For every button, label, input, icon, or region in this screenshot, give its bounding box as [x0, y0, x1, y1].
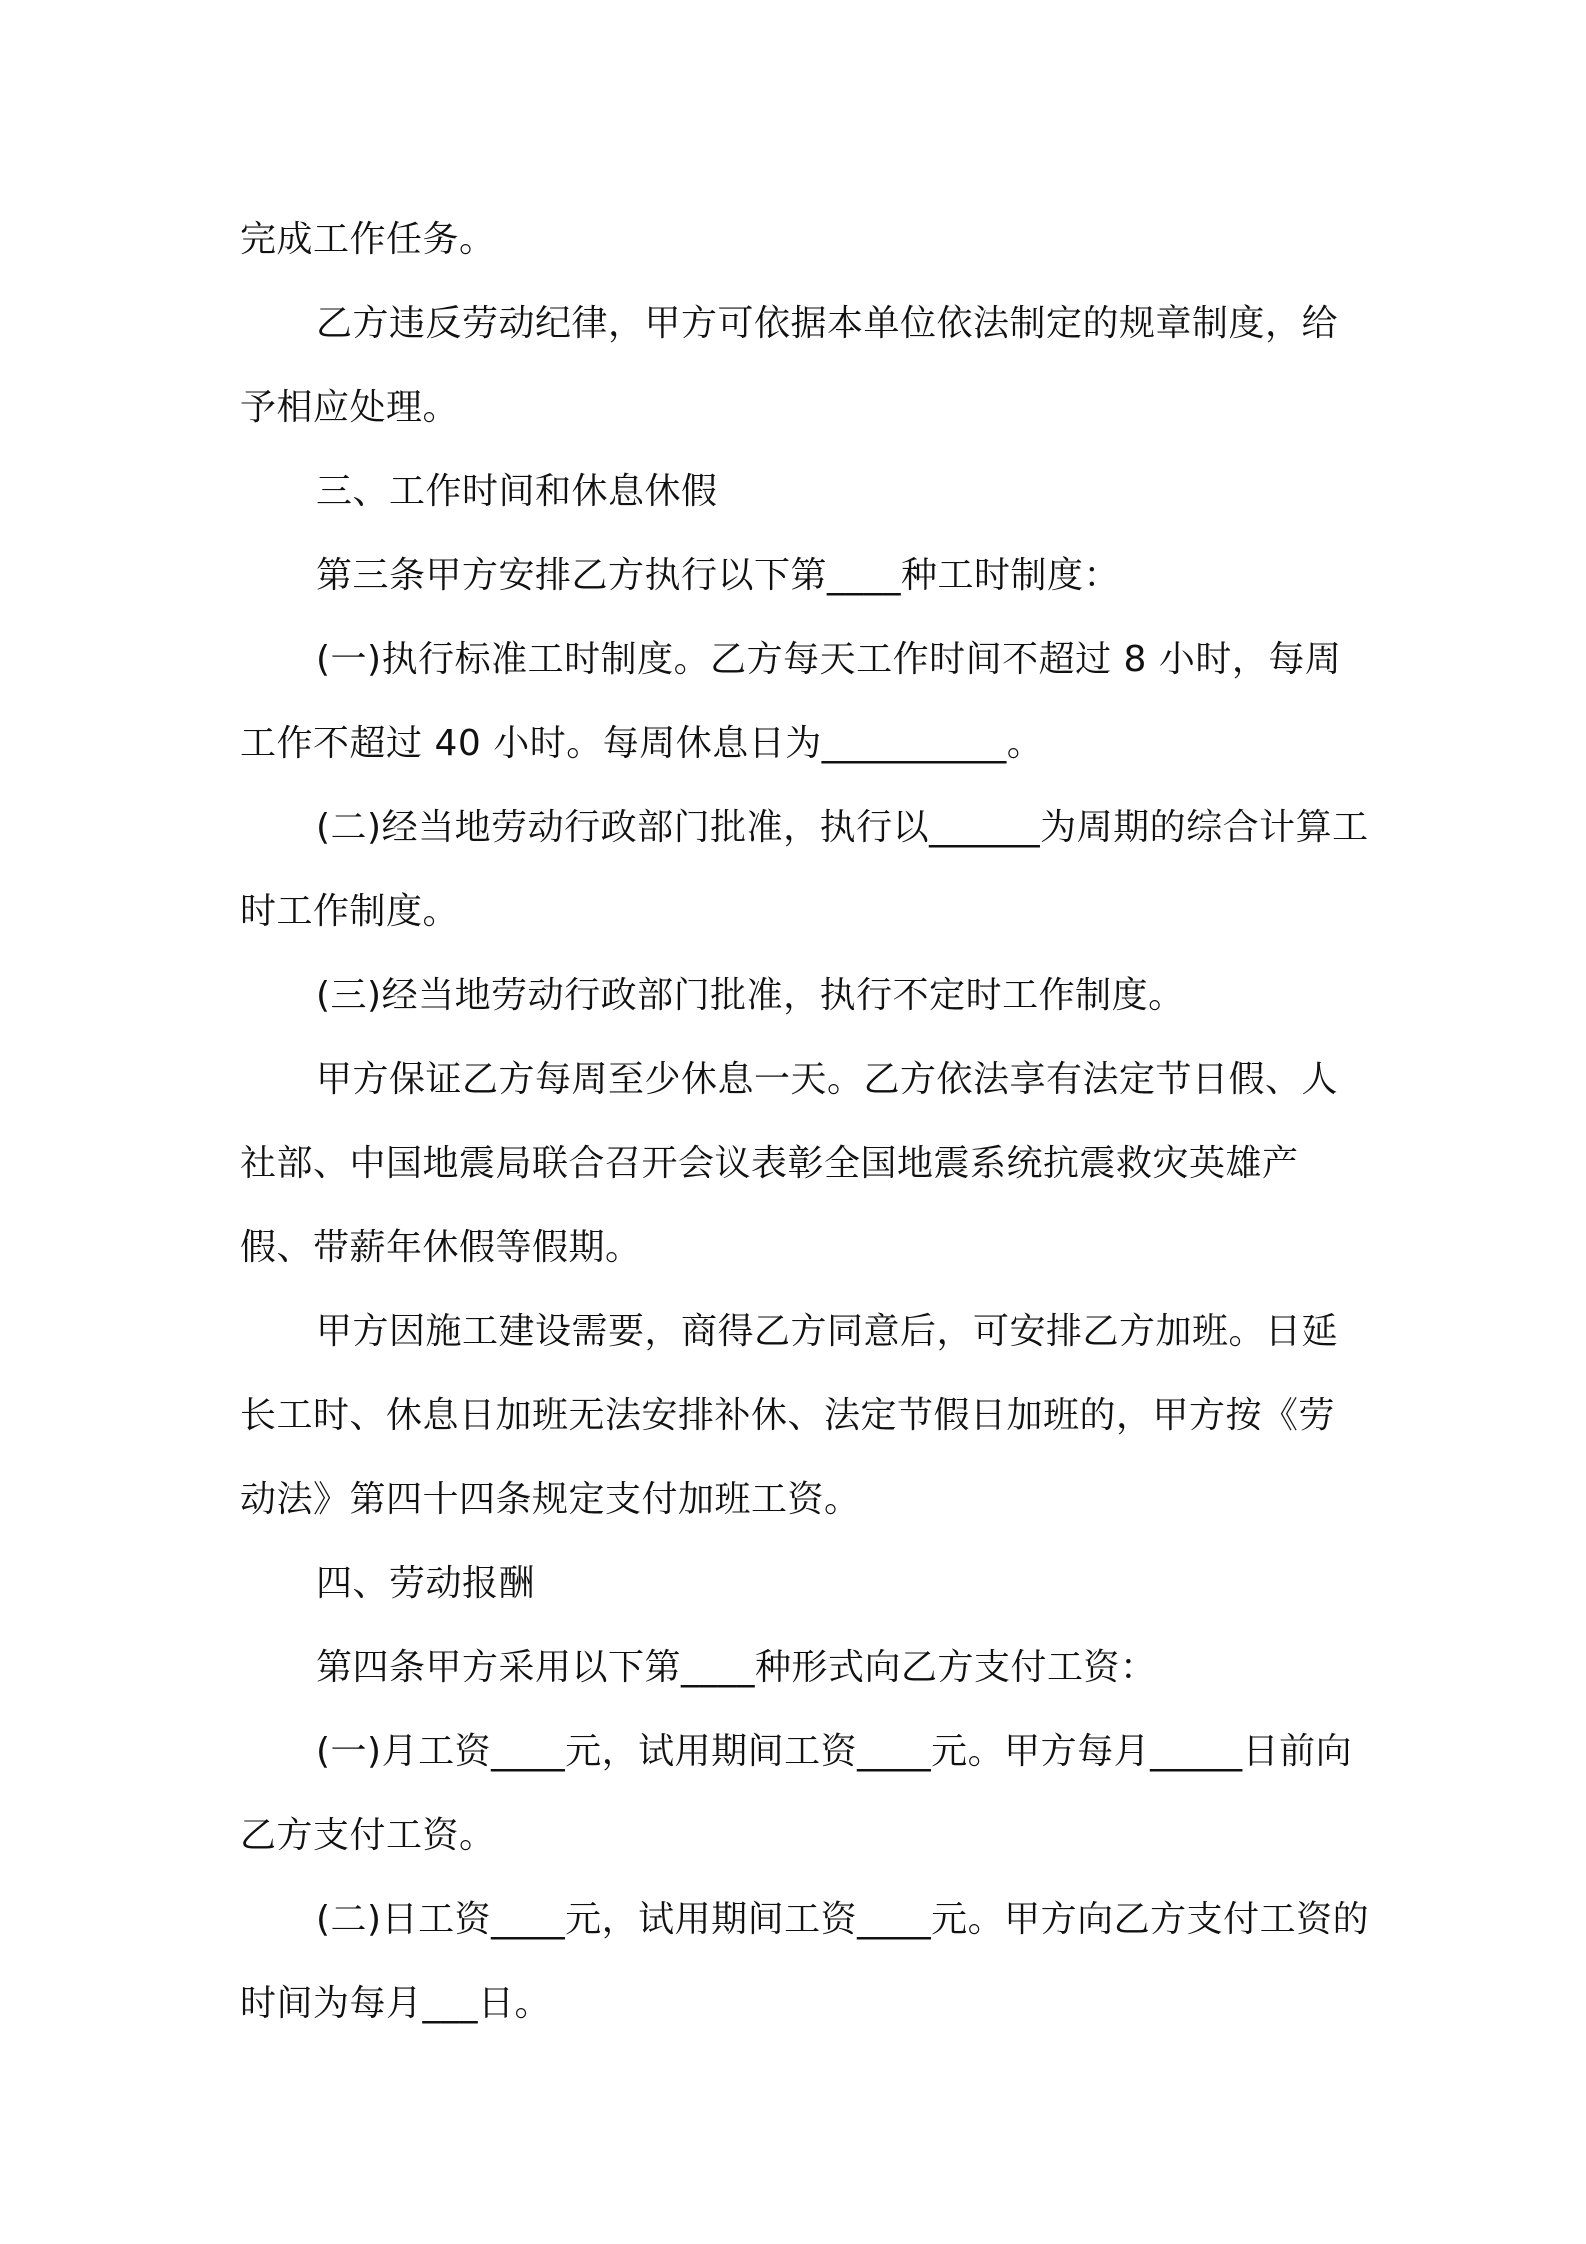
clause-comprehensive-hours: (二)经当地劳动行政部门批准，执行以______为周期的综合计算工时工作制度。 [240, 807, 1369, 932]
article-three: 第三条甲方安排乙方执行以下第____种工时制度： [316, 555, 1121, 596]
section-heading-remuneration: 四、劳动报酬 [316, 1563, 536, 1604]
paragraph-discipline: 乙方违反劳动纪律，甲方可依据本单位依法制定的规章制度，给予相应处理。 [240, 303, 1339, 428]
paragraph-overtime: 甲方因施工建设需要，商得乙方同意后，可安排乙方加班。日延长工时、休息日加班无法安排补休、法定节假日加班的，甲方按《劳动法》第四十四条规定支付加班工资。 [240, 1311, 1339, 1520]
article-four: 第四条甲方采用以下第____种形式向乙方支付工资： [316, 1647, 1157, 1688]
document-body [240, 198, 1370, 2046]
paragraph-rest-and-leave: 甲方保证乙方每周至少休息一天。乙方依法享有法定节日假、人社部、中国地震局联合召开会议表彰全国地震系统抗震救灾英雄产假、带薪年休假等假期。 [240, 1059, 1339, 1268]
clause-flexible-hours: (三)经当地劳动行政部门批准，执行不定时工作制度。 [316, 975, 1185, 1016]
section-heading-working-hours: 三、工作时间和休息休假 [316, 471, 718, 512]
clause-monthly-wage: (一)月工资____元，试用期间工资____元。甲方每月_____日前向乙方支付工资。 [240, 1731, 1353, 1856]
paragraph-continuation: 完成工作任务。 [240, 219, 496, 260]
clause-daily-wage: (二)日工资____元，试用期间工资____元。甲方向乙方支付工资的时间为每月___日。 [240, 1899, 1370, 2024]
clause-standard-hours: (一)执行标准工时制度。乙方每天工作时间不超过 8 小时，每周工作不超过 40 小时。每周休息日为__________。 [240, 639, 1342, 764]
